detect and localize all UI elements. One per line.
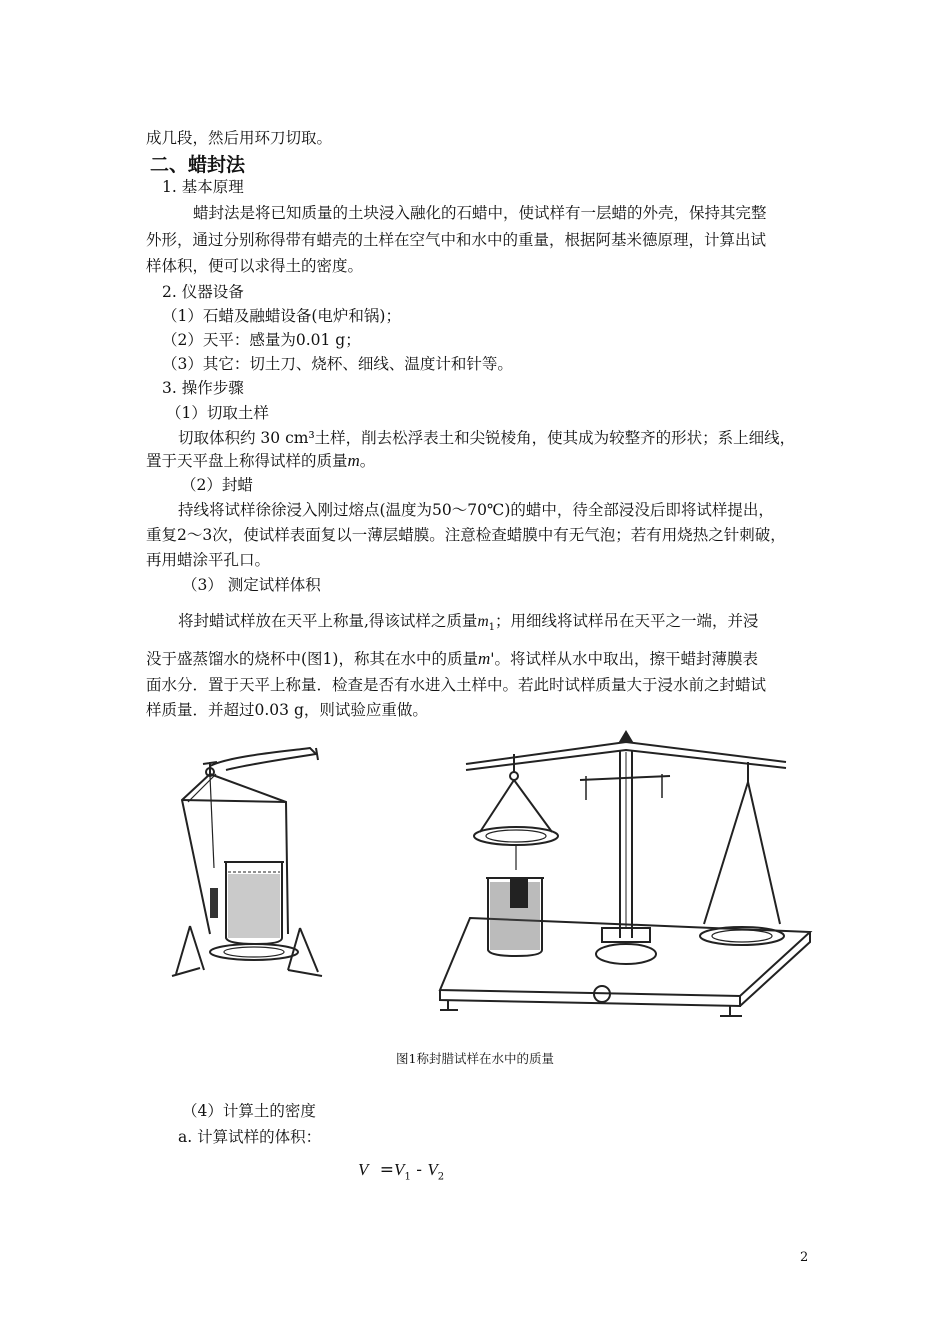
equipment-item-1: （1）石蜡及融蜡设备(电炉和锅)； — [162, 307, 401, 325]
step-4-title: （4）计算土的密度 — [182, 1102, 316, 1120]
step-3-line-1: 将封蜡试样放在天平上称量,得该试样之质量$m_1$；用细线将试样吊在天平之一端，并浸 — [178, 612, 759, 634]
step-2-line-2: 重复2～3次，使试样表面复以一薄层蜡膜。注意检查蜡膜中有无气泡；若有用烧热之针刺破， — [146, 526, 786, 544]
principle-line-3: 样体积，便可以求得土的密度。 — [146, 257, 364, 275]
step-1-title: （1）切取土样 — [166, 404, 269, 422]
subsection-procedure: 3. 操作步骤 — [162, 379, 244, 397]
step-2-line-3: 再用蜡涂平孔口。 — [146, 551, 271, 569]
step-4-a: a. 计算试样的体积： — [178, 1128, 322, 1146]
figure-right-balance — [430, 728, 830, 1018]
step-3-line-4: 样质量．并超过0.03 g，则试验应重做。 — [146, 701, 428, 719]
principle-line-2: 外形，通过分别称得带有蜡壳的土样在空气中和水中的重量，根据阿基米德原理，计算出试 — [146, 231, 767, 249]
volume-formula: $V =V_1 - V_2$ — [358, 1160, 445, 1183]
equipment-item-2: （2）天平：感量为0.01 g； — [162, 331, 361, 349]
subsection-equipment: 2. 仪器设备 — [162, 283, 244, 301]
step-3-title: （3） 测定试样体积 — [182, 576, 321, 594]
step-3-line-3: 面水分．置于天平上称量．检查是否有水进入土样中。若此时试样质量大于浸水前之封蜡试 — [146, 676, 767, 694]
step-3-line-2: 没于盛蒸馏水的烧杯中(图1)，称其在水中的质量m'。将试样从水中取出，擦干蜡封薄膜表 — [146, 649, 759, 668]
section-heading: 二、蜡封法 — [150, 154, 246, 176]
step-1-line-1: 切取体积约 30 cm³土样，削去松浮表土和尖锐棱角，使其成为较整齐的形状；系上细线， — [178, 429, 796, 447]
page-number: 2 — [800, 1250, 809, 1265]
figure-left-apparatus — [170, 738, 350, 988]
step-1-line-2: 置于天平盘上称得试样的质量m。 — [146, 451, 376, 470]
subsection-principle: 1. 基本原理 — [162, 178, 244, 196]
step-2-title: （2）封蜡 — [181, 476, 253, 494]
text-line-continuation: 成几段，然后用环刀切取。 — [146, 129, 333, 147]
figure-caption: 图1称封腊试样在水中的质量 — [396, 1051, 554, 1066]
step-2-line-1: 持线将试样徐徐浸入刚过熔点(温度为50～70℃)的蜡中，待全部浸没后即将试样提出， — [178, 501, 774, 519]
equipment-item-3: （3）其它：切土刀、烧杯、细线、温度计和针等。 — [162, 355, 513, 373]
principle-line-1: 蜡封法是将已知质量的土块浸入融化的石蜡中，使试样有一层蜡的外壳，保持其完整 — [193, 204, 767, 222]
